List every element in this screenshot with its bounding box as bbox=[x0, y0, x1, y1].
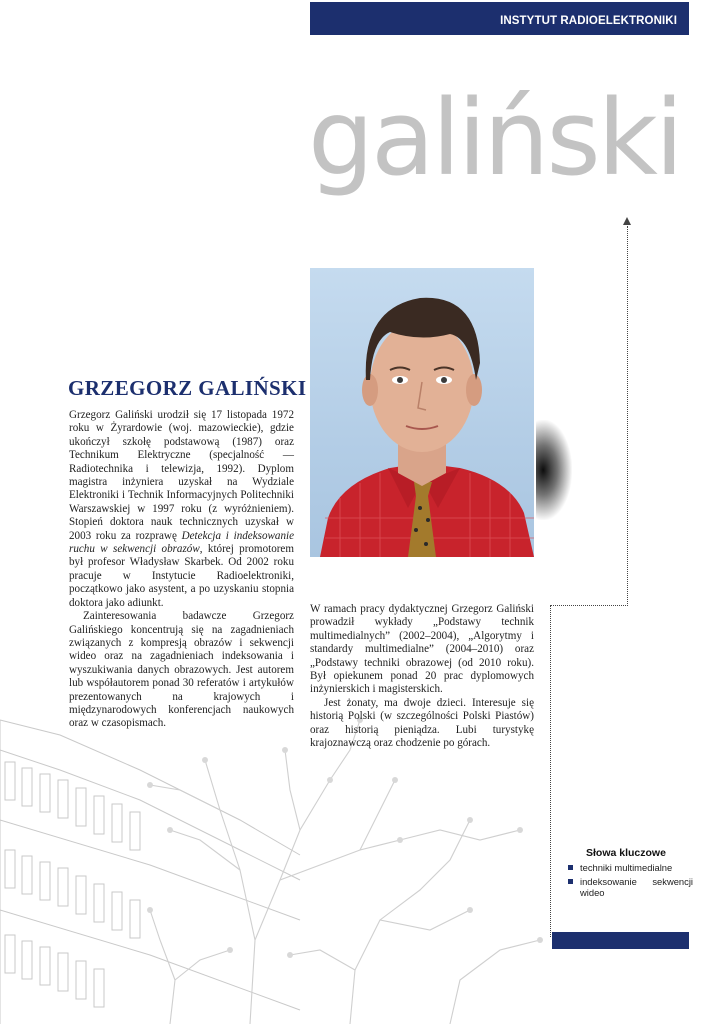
keywords-title: Słowa kluczowe bbox=[586, 847, 666, 859]
biography-column-right bbox=[310, 603, 534, 750]
surname-display-heading: galiński bbox=[308, 77, 681, 199]
personal-paragraph: Jest żonaty, ma dwoje dzieci. Interesuje się historią Polski (w szczególności Polski Piastów) oraz historią pieniądza. Lubi turystykę krajoznawczą oraz chodzenie po górach. bbox=[310, 696, 534, 750]
teaching-paragraph: W ramach pracy dydaktycznej Grzegorz Galiński prowadził wykłady „Podstawy technik multimedialnych” (2002–2004), „Algorytmy i standardy multimedialne” (2004–2010) oraz „Podstawy techniki obrazowej (od 2010 roku). Był opiekunem ponad 20 prac dyplomowych inżynierskich i magisterskich. bbox=[310, 603, 534, 696]
keyword-item: techniki multimedialne bbox=[568, 862, 693, 873]
dotted-guide-line bbox=[627, 226, 628, 606]
biography-paragraph bbox=[69, 409, 294, 610]
footer-accent-bar bbox=[552, 932, 689, 949]
photo-shadow bbox=[536, 420, 572, 520]
keyword-item: indeksowanie sekwencji wideo bbox=[568, 876, 693, 898]
biography-text: , której promotorem był profesor Władysław Skarbek. Od 2002 roku pracuje w Instytucie Radioelektroniki, początkowo jako asystent, a po uzyskaniu stopnia doktora jako adiunkt. bbox=[69, 543, 294, 609]
thesis-title: Detekcja i indeksowanie ruchu w sekwencji obrazów bbox=[69, 529, 295, 556]
dotted-guide-line bbox=[550, 605, 628, 606]
research-interests-paragraph: Zainteresowania badawcze Grzegorz Galińskiego koncentrują się na zagadnieniach związanych z kompresją obrazów i sekwencji wideo oraz na zagadnieniach indeksowania i wyszukiwania danych obrazowych. Jest autorem lub współautorem ponad 30 referatów i artykułów prezentowanych na krajowych i międzynarodowych konferencjach naukowych oraz w czasopismach. bbox=[69, 610, 294, 730]
person-name-heading: GRZEGORZ GALIŃSKI bbox=[68, 376, 307, 400]
institute-name: INSTYTUT RADIOELEKTRONIKI bbox=[500, 15, 677, 27]
institute-header-bar bbox=[310, 2, 689, 35]
portrait-photo bbox=[310, 268, 534, 557]
guide-arrow-icon bbox=[623, 217, 631, 225]
dotted-guide-line bbox=[550, 605, 551, 937]
biography-text: Grzegorz Galiński urodził się 17 listopada 1972 roku w Żyrardowie (woj. mazowieckie), gdzie ukończył szkołę podstawową (1987) oraz Technikum Elektryczne (specjalność — Radiotechnika i telewizja, 1992). Dyplom magistra inżyniera uzyskał na Wydziale Elektroniki i Technik Informacyjnych Politechniki Warszawskiej w 1997 roku (z wyróżnieniem). Stopień doktora nauk technicznych uzyskał w 2003 roku za rozprawę bbox=[69, 409, 294, 542]
keywords-list bbox=[568, 862, 693, 902]
biography-column-left bbox=[69, 409, 294, 731]
